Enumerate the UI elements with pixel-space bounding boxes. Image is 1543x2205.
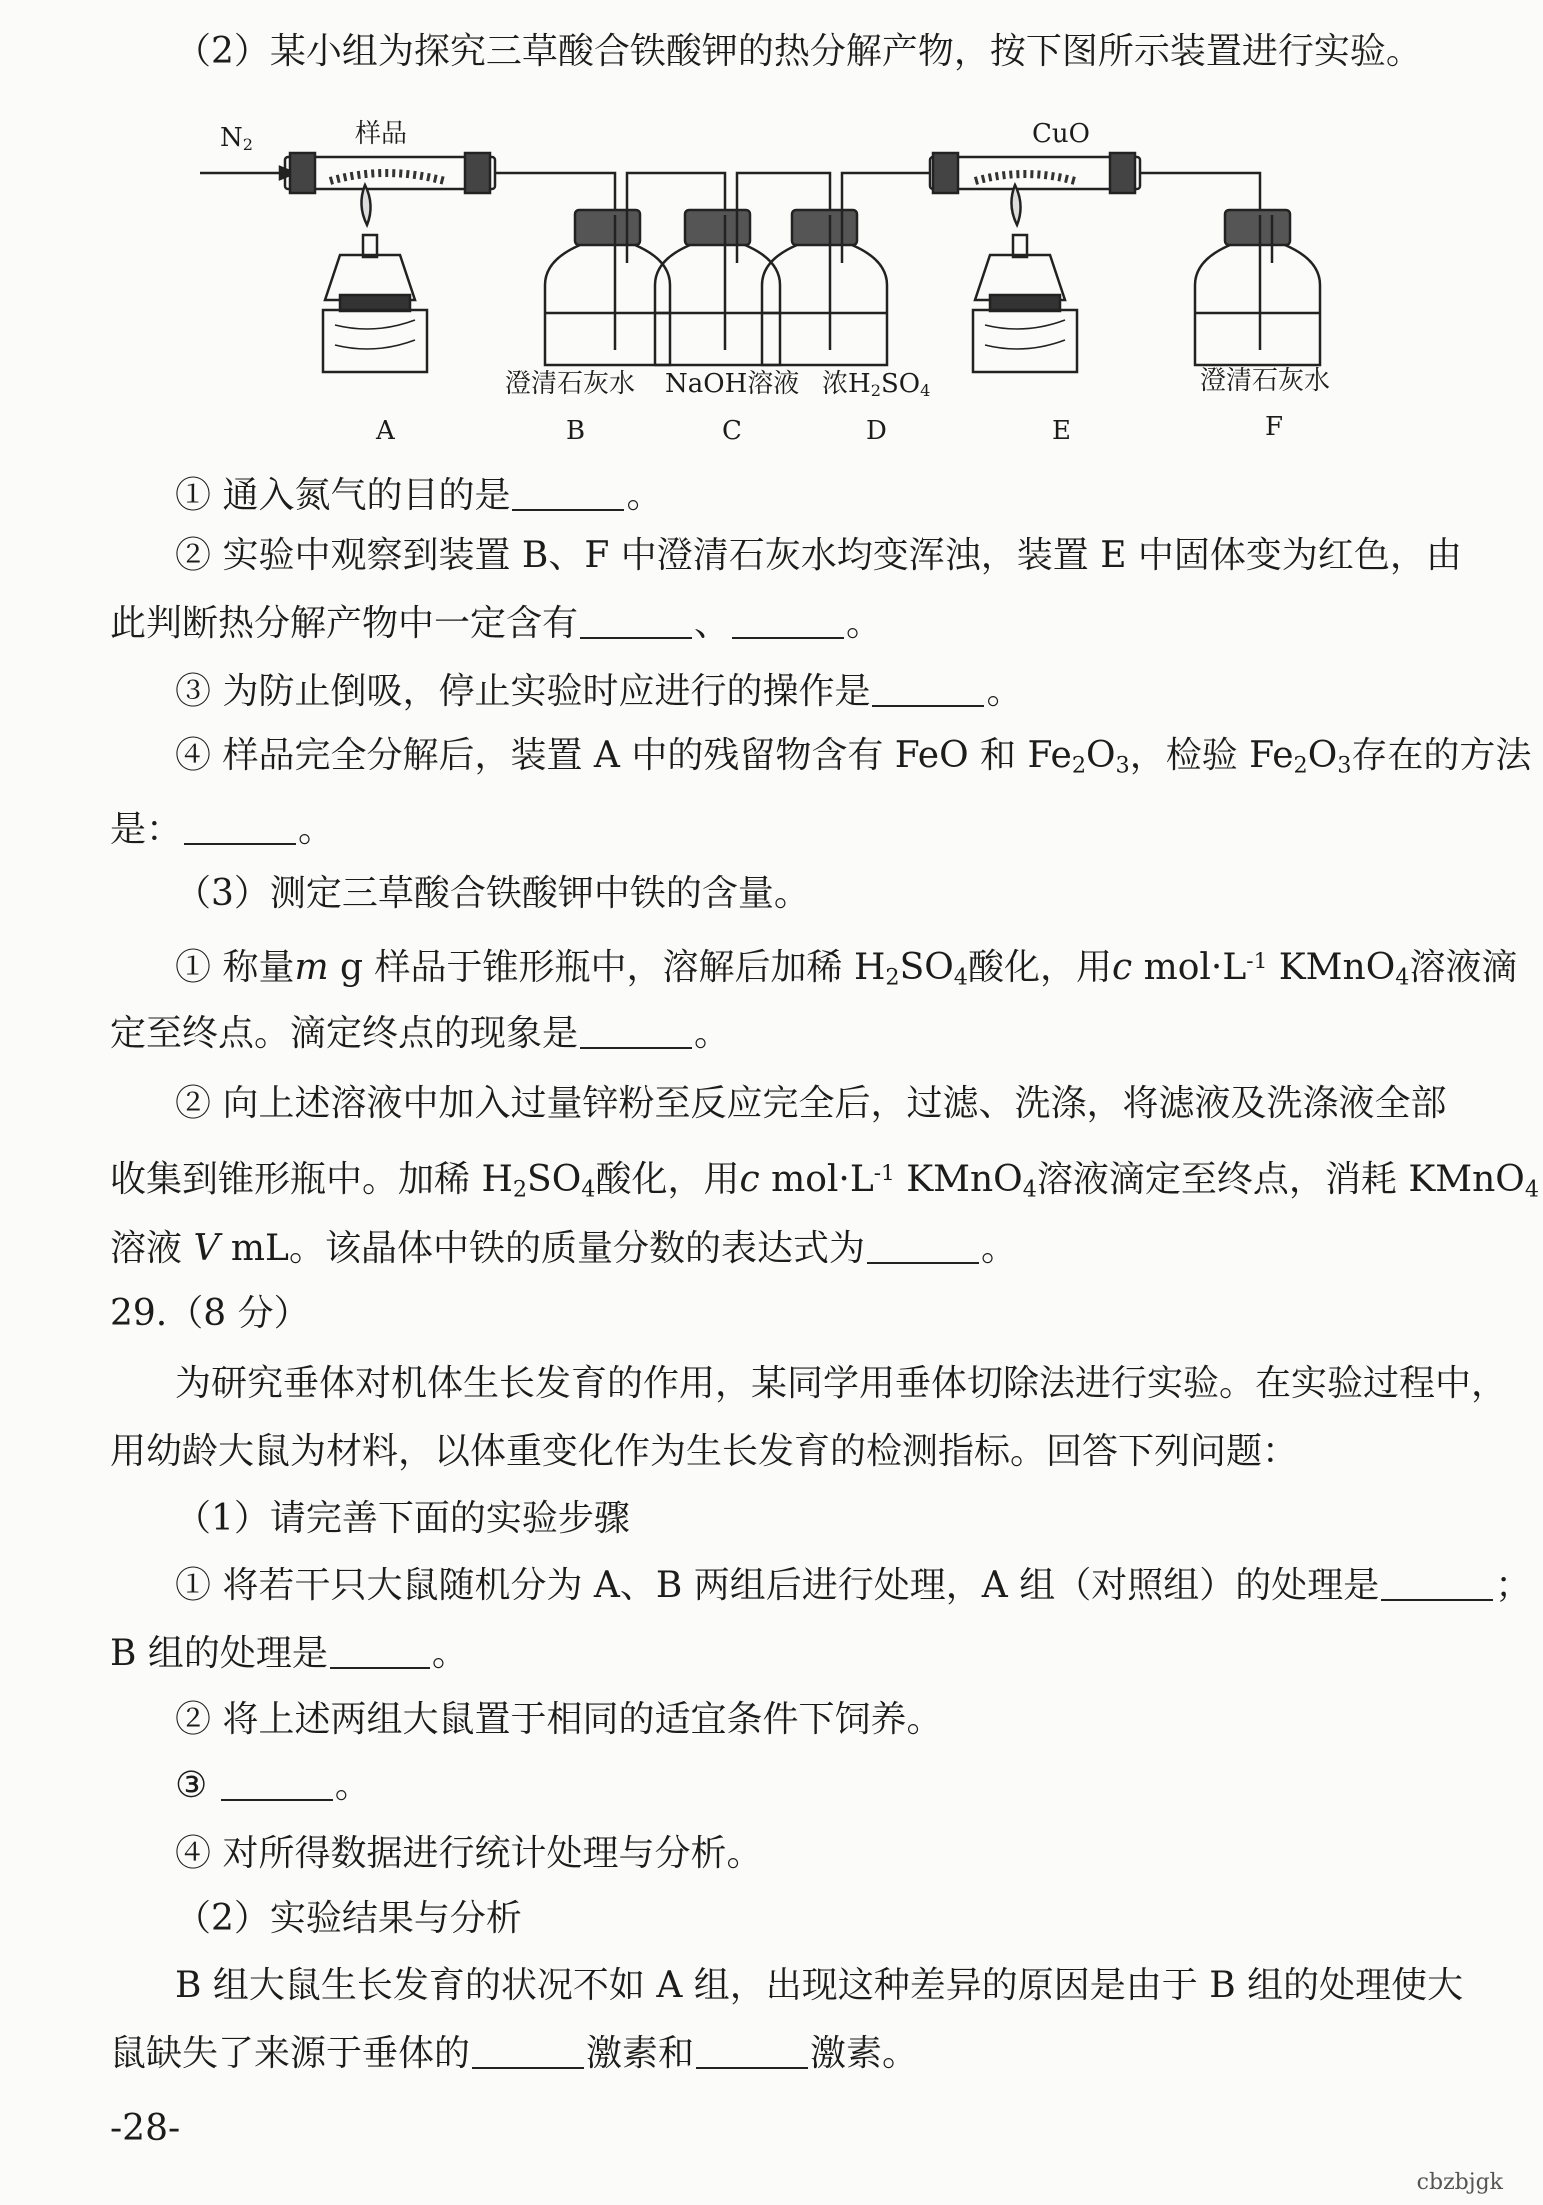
step-4: ④ 对所得数据进行统计处理与分析。: [175, 1833, 763, 1874]
measure-2-line3: 溶液 V mL。该晶体中铁的质量分数的表达式为 。: [110, 1228, 1017, 1269]
question-29-number: 29.（8 分）: [110, 1293, 310, 1334]
answer-blank[interactable]: [330, 1635, 430, 1669]
measure-2-line1: ② 向上述溶液中加入过量锌粉至反应完全后，过滤、洗涤，将滤液及洗涤液全部: [175, 1083, 1447, 1124]
bottle-c-label: NaOH溶液: [665, 369, 800, 399]
bottle-b-label: 澄清石灰水: [505, 369, 636, 399]
page-number: -28-: [110, 2108, 181, 2149]
answer-blank[interactable]: [1381, 1567, 1493, 1601]
step-2: ② 将上述两组大鼠置于相同的适宜条件下饲养。: [175, 1699, 943, 1740]
step-3: ③ 。: [175, 1765, 371, 1806]
question-1: ① 通入氮气的目的是 。: [175, 475, 663, 516]
answer-blank[interactable]: [580, 605, 692, 639]
answer-blank[interactable]: [184, 811, 296, 845]
part2-intro: （2）某小组为探究三草酸合铁酸钾的热分解产物，按下图所示装置进行实验。: [175, 31, 1422, 72]
question-3: ③ 为防止倒吸，停止实验时应进行的操作是 。: [175, 671, 1023, 712]
bottle-f: [1195, 210, 1320, 365]
bottle-b: [545, 173, 725, 365]
letter-e: E: [1052, 416, 1071, 446]
answer-blank[interactable]: [872, 673, 984, 707]
step-heading: （1）请完善下面的实验步骤: [175, 1498, 630, 1539]
answer-blank[interactable]: [867, 1230, 979, 1264]
question-29-text1: 为研究垂体对机体生长发育的作用，某同学用垂体切除法进行实验。在实验过程中，: [175, 1363, 1508, 1404]
lamp-a: [325, 255, 415, 300]
letter-f: F: [1265, 412, 1284, 442]
answer-blank[interactable]: [732, 605, 844, 639]
tube-a: [285, 157, 495, 189]
part3-heading: （3）测定三草酸合铁酸钾中铁的含量。: [175, 873, 810, 914]
answer-blank[interactable]: [696, 2035, 808, 2069]
results-heading: （2）实验结果与分析: [175, 1898, 522, 1939]
answer-blank[interactable]: [512, 477, 624, 511]
bottle-c: [655, 173, 830, 365]
answer-blank[interactable]: [580, 1015, 692, 1049]
bottle-d-label: 浓$H_2SO_4$: [822, 369, 931, 401]
question-4-line2: 是： 。: [110, 809, 335, 850]
measure-1-line1: ① 称量m g 样品于锥形瓶中，溶解后加稀 $H_2SO_4$酸化，用c $mol\cdot L^{-1}$ KMnO$_4$溶液滴: [175, 946, 1518, 991]
flame-a: [361, 185, 370, 225]
measure-2-line2: 收集到锥形瓶中。加稀 $H_2SO_4$酸化，用c $mol\cdot L^{-1}$ KMnO$_4$溶液滴定至终点，消耗 KMnO$_4$: [110, 1158, 1540, 1203]
lamp-e: [975, 255, 1065, 300]
step-1-line1: ① 将若干只大鼠随机分为 A、B 两组后进行处理，A 组（对照组）的处理是 ；: [175, 1565, 1532, 1606]
apparatus-diagram: [195, 115, 1375, 455]
letter-b: B: [566, 416, 586, 446]
question-2-line1: ② 实验中观察到装置 B、F 中澄清石灰水均变浑浊，装置 E 中固体变为红色，由: [175, 535, 1462, 576]
step-1-line2: B 组的处理是 。: [110, 1633, 468, 1674]
flame-e: [1011, 185, 1020, 225]
n2-label: $N_2$: [220, 123, 253, 155]
sample-label: 样品: [355, 119, 408, 149]
answer-blank[interactable]: [221, 1767, 333, 1801]
tube-e: [930, 157, 1140, 189]
measure-1-line2: 定至终点。滴定终点的现象是 。: [110, 1013, 731, 1054]
bottle-f-label: 澄清石灰水: [1200, 366, 1331, 396]
bottle-d: [762, 173, 930, 365]
letter-c: C: [722, 416, 742, 446]
question-4-line1: ④ 样品完全分解后，装置 A 中的残留物含有 FeO 和 $Fe_2O_3$，检验 $Fe_2O_3$存在的方法: [175, 735, 1532, 779]
letter-a: A: [376, 416, 395, 446]
results-line1: B 组大鼠生长发育的状况不如 A 组，出现这种差异的原因是由于 B 组的处理使大: [175, 1965, 1464, 2006]
question-2-line2: 此判断热分解产物中一定含有 、 。: [110, 603, 883, 644]
question-29-text2: 用幼龄大鼠为材料，以体重变化作为生长发育的检测指标。回答下列问题：: [110, 1431, 1299, 1472]
letter-d: D: [866, 416, 887, 446]
watermark: cbzbjgk: [1416, 2170, 1503, 2195]
cuo-label: CuO: [1032, 119, 1090, 149]
answer-blank[interactable]: [472, 2035, 584, 2069]
results-line2: 鼠缺失了来源于垂体的 激素和 激素。: [110, 2033, 919, 2074]
